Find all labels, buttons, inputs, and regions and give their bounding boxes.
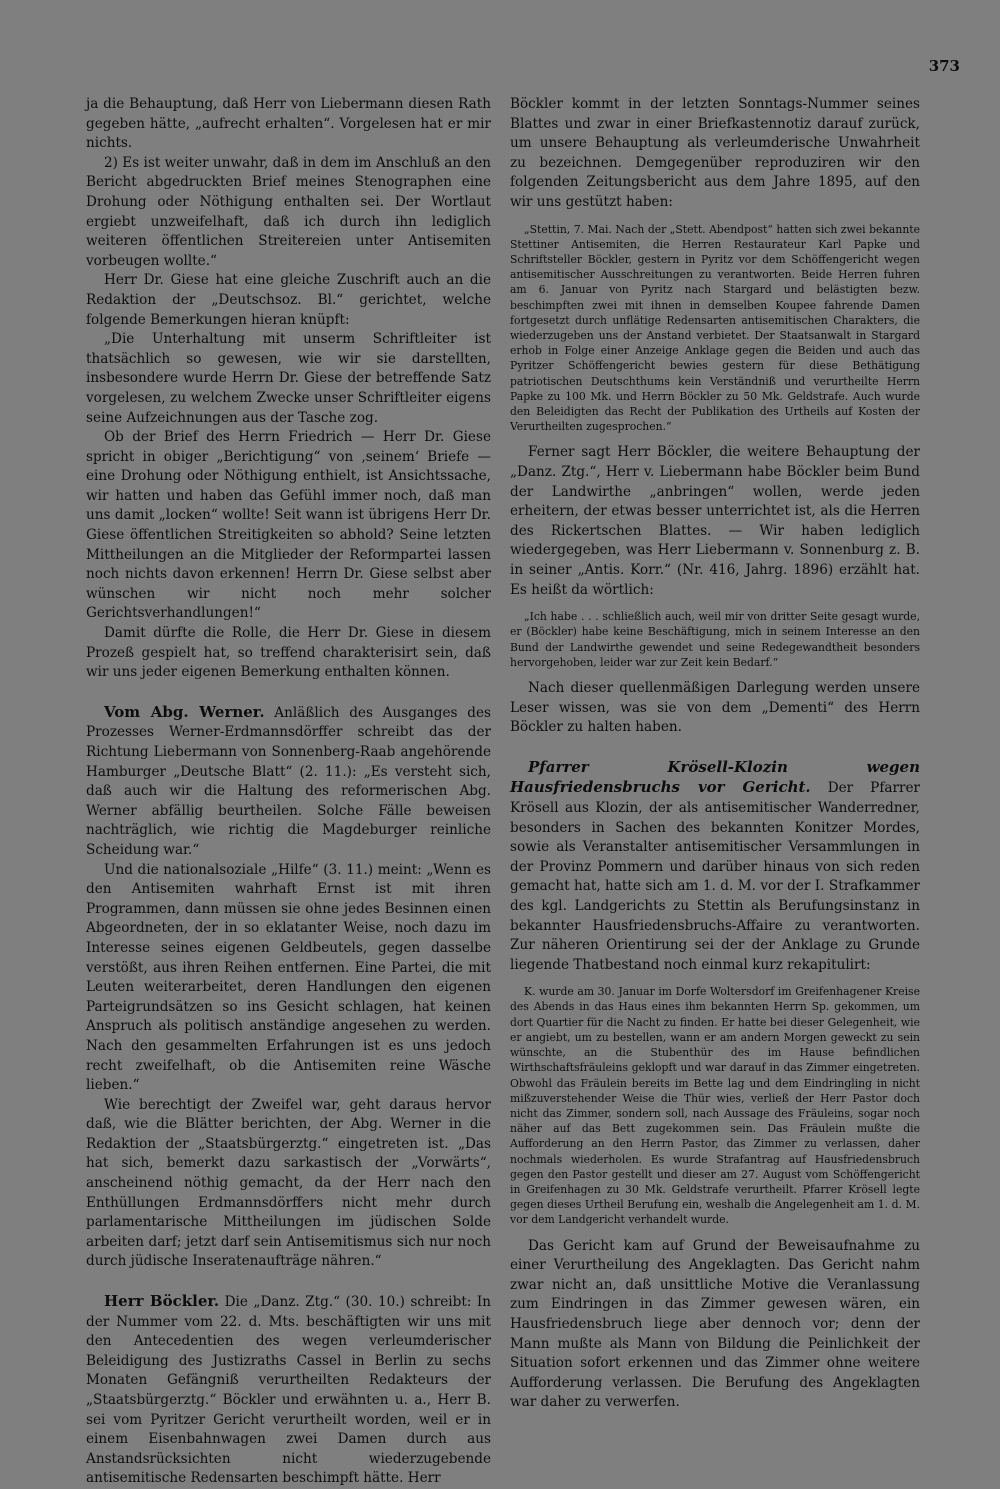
paragraph: Böckler kommt in der letzten Sonntags-Nummer seines Blattes und zwar in einer Briefkastennotiz darauf zurück, um unsere Behauptung als verleumderische Unwahrheit zu bezeichnen. Demgegenüber reproduziren wir den folgenden Zeitungsbericht aus dem Jahre 1895, auf den wir uns gestützt haben: (510, 96, 920, 210)
paragraph: Wie berechtigt der Zweifel war, geht daraus hervor daß, wie die Blätter berichten, der Abg. Werner in die Redaktion der „Staatsbürgerztg.“ eingetreten ist. „Das hat sich, bemerkt dazu sarkastisch der „Vorwärts“, anscheinend nöthig gemacht, da der Herr nach den Enthüllungen Erdmannsdörffers nicht mehr durch parlamentarische Mittheilungen im jüdischen Solde arbeiten darf; jetzt darf sein Antisemitismus sich nur noch durch jüdische Inseratenaufträge nähren.“ (86, 1096, 491, 1270)
paragraph: 2) Es ist weiter unwahr, daß in dem im Anschluß an den Bericht abgedruckten Brief meines Stenographen eine Drohung oder Nöthigung enthalten sei. Der Wortlaut ergiebt unzweifelhaft, daß ich durch ihn lediglich weiteren öffentlichen Streitereien unter Antisemiten vorbeugen wollte.“ (86, 154, 491, 269)
section-heading: Vom Abg. Werner. (104, 702, 265, 721)
left-column (86, 95, 491, 1489)
quoted-report: „Stettin, 7. Mai. Nach der „Stett. Abendpost“ hatten sich zwei bekannte Stettiner Antisemiten, die Herren Restaurateur Karl Papke und Schriftsteller Böckler, gestern in Pyritz vor dem Schöffengericht wegen antisemitischer Ausschreitungen zu verantworten. Beide Herren fuhren am 6. Januar von Pyritz nach Stargard und belästigten bezw. beschimpften zwei mit ihnen in demselben Koupee fahrende Damen fortgesetzt durch unflätige Redensarten antisemitischen Charakters, die wiederzugeben uns der Anstand verbietet. Der Staatsanwalt in Stargard erhob in Folge einer Anzeige Anklage gegen die Beiden und auch das Pyritzer Schöffengericht bewies gestern für diese Bethätigung patriotischen Deutschthums kein Verständniß und verurtheilte Herrn Papke zu 100 Mk. und Herrn Böckler zu 50 Mk. Geldstrafe. Auch wurde den Beleidigten das Recht der Publikation des Urtheils auf Kosten der Verurtheilten zugesprochen.“ (510, 222, 920, 434)
paragraph: ja die Behauptung, daß Herr von Liebermann diesen Rath gegeben hätte, „aufrecht erhalten“. Vorgelesen hat er mir nichts. (86, 96, 491, 152)
section-heading: Herr Böckler. (104, 1292, 220, 1311)
paragraph: Der Pfarrer Krösell aus Klozin, der als antisemitischer Wanderredner, besonders in Sachen des bekannten Konitzer Mordes, sowie als Veranstalter antisemitischer Versammlungen in der Provinz Pommern und darüber hinaus von sich reden gemacht hat, hatte sich am 1. d. M. vor der I. Strafkammer des kgl. Landgerichts zu Stettin als Berufungsinstanz in bekannter Hausfriedensbruchs-Affaire zu verantworten. Zur näheren Orientirung sei der der Anklage zu Grunde liegende Thatbestand noch einmal kurz rekapitulirt: (510, 780, 921, 973)
right-column (510, 95, 920, 1413)
paragraph: Und die nationalsoziale „Hilfe“ (3. 11.) meint: „Wenn es den Antisemiten wahrhaft Ernst ist mit ihren Programmen, dann müssen sie ohne jedes Besinnen einen Abgeordneten, der in so eklatanter Weise, noch dazu im Interesse seines eigenen Geldbeutels, gegen dasselbe verstößt, aus ihren Reihen entfernen. Eine Partei, die mit Leuten weiterarbeitet, deren Handlungen den eigenen Parteigrundsätzen so ins Gesicht schlagen, hat keinen Anspruch als politisch anständige angesehen zu werden. Nach den gesammelten Erfahrungen ist es uns jedoch recht zweifelhaft, ob die Antisemiten reine Wäsche lieben.“ (86, 861, 491, 1094)
paragraph: Ob der Brief des Herrn Friedrich — Herr Dr. Giese spricht in obiger „Berichtigung“ von ‚seinem‘ Briefe — eine Drohung oder Nöthigung enthielt, ist Ansichtssache, wir hatten und haben das Gefühl immer noch, daß man uns damit „locken“ wollte! Seit wann ist übrigens Herr Dr. Giese öffentlichen Streitigkeiten so abhold? Seine letzten Mittheilungen an die Mitglieder der Reformpartei lassen noch nichts davon erkennen! Herrn Dr. Giese selbst aber wünschen wir nicht noch mehr solcher Gerichtsverhandlungen!“ (86, 429, 491, 622)
section-boeckler (86, 1292, 491, 1489)
page-number: 373 (928, 57, 960, 75)
paragraph: Damit dürfte die Rolle, die Herr Dr. Giese in diesem Prozeß gespielt hat, so treffend charakterisirt sein, daß wir uns jeder eigenen Bemerkung enthalten können. (86, 625, 491, 681)
paragraph: Das Gericht kam auf Grund der Beweisaufnahme zu einer Verurtheilung des Angeklagten. Das Gericht nahm zwar nicht an, daß unsittliche Motive die Veranlassung zum Eindringen in das Zimmer gewesen wären, ein Hausfriedensbruch liege aber dennoch vor; denn der Mann mußte als Mann von Bildung die Peinlichkeit der Situation sofort erkennen und das Zimmer ohne weitere Aufforderung verlassen. Die Berufung des Angeklagten war daher zu verwerfen. (510, 1237, 920, 1411)
paragraph: Die „Danz. Ztg.“ (30. 10.) schreibt: In der Nummer vom 22. d. Mts. beschäftigten wir uns mit den Antecedentien des wegen verleumderischer Beleidigung des Justizraths Cassel in Berlin zu sechs Monaten Gefängniß verurtheilten Redakteurs der „Staatsbürgerztg.“ Böckler und erwähnten u. a., Herr B. sei vom Pyritzer Gericht verurtheilt worden, weil er in einem Eisenbahnwagen zwei Damen durch aus Anstandsrücksichten nicht wiederzugebende antisemitische Redensarten beschimpft hätte. Herr (86, 1294, 491, 1487)
paragraph: Ferner sagt Herr Böckler, die weitere Behauptung der „Danz. Ztg.“, Herr v. Liebermann habe Böckler beim Bund der Landwirthe „anbringen“ wollen, werde jeden erheitern, der etwas besser unterrichtet ist, als die Herren des Rickertschen Blattes. — Wir haben lediglich wiedergegeben, was Herr Liebermann v. Sonnenburg z. B. in seiner „Antis. Korr.“ (Nr. 416, Jahrg. 1896) erzählt hat. Es heißt da wörtlich: (510, 444, 920, 598)
paragraph: „Die Unterhaltung mit unserm Schriftleiter ist thatsächlich so gewesen, wie wir sie darstellten, insbesondere wurde Herrn Dr. Giese der betreffende Satz vorgelesen, zu welchem Zwecke unser Schriftleiter eigens seine Aufzeichnungen aus der Tasche zog. (86, 331, 491, 426)
paragraph: Nach dieser quellenmäßigen Darlegung werden unsere Leser wissen, was sie von dem „Dementi“ des Herrn Böckler zu halten haben. (510, 679, 920, 736)
quoted-report: K. wurde am 30. Januar im Dorfe Woltersdorf im Greifenhagener Kreise des Abends in das Haus eines ihm bekannten Herrn Sp. gekommen, um dort Quartier für die Nacht zu finden. Er hatte bei dieser Gelegenheit, wie er angiebt, um zu bestellen, wann er am andern Morgen geweckt zu sein wünschte, an die Stubenthür des im Hause befindlichen Wirthschaftsfräuleins geklopft und war darauf in das Zimmer eingetreten. Obwohl das Fräulein bereits im Bette lag und dem Eindringling in nicht mißzuverstehender Weise die Thür wies, verließ der Herr Pastor doch nicht das Zimmer, sondern soll, nach Aussage des Fräuleins, sogar noch näher auf das Bett zugekommen sein. Das Fräulein mußte die Aufforderung an den Herrn Pastor, das Zimmer zu verlassen, daher nochmals wiederholen. Es wurde Strafantrag auf Hausfriedensbruch gegen den Pastor gestellt und dieser am 27. August vom Schöffengericht in Greifenhagen zu 30 Mk. Geldstrafe verurtheilt. Pfarrer Krösell legte gegen dieses Urtheil Berufung ein, weshalb die Angelegenheit am 1. d. M. vor dem Landgericht verhandelt wurde. (510, 985, 920, 1227)
quoted-report: „Ich habe . . . schließlich auch, weil mir von dritter Seite gesagt wurde, er (Böckler) habe keine Beschäftigung, mich in seinem Interesse an den Bund der Landwirthe gewendet und seine Redegewandtheit besonders hervorgehoben, leider war zur Zeit kein Bedarf.“ (510, 610, 920, 669)
section-kroesell (510, 758, 920, 976)
section-werner (86, 703, 491, 861)
section-heading: Pfarrer Krösell-Klozin wegen Hausfriedensbruchs vor Gericht. (510, 757, 920, 797)
paragraph: Herr Dr. Giese hat eine gleiche Zuschrift auch an die Redaktion der „Deutschsoz. Bl.“ gerichtet, welche folgende Bemerkungen hieran knüpft: (86, 272, 491, 328)
paragraph: Anläßlich des Ausganges des Prozesses Werner-Erdmannsdörffer schreibt das der Richtung Liebermann von Sonnenberg-Raab angehörende Hamburger „Deutsche Blatt“ (2. 11.): „Es versteht sich, daß auch wir die Haltung des reformerischen Abg. Werner abfällig beurtheilen. Solche Fälle beweisen nachträglich, wie richtig die Magdeburger reinliche Scheidung war.“ (86, 704, 491, 858)
